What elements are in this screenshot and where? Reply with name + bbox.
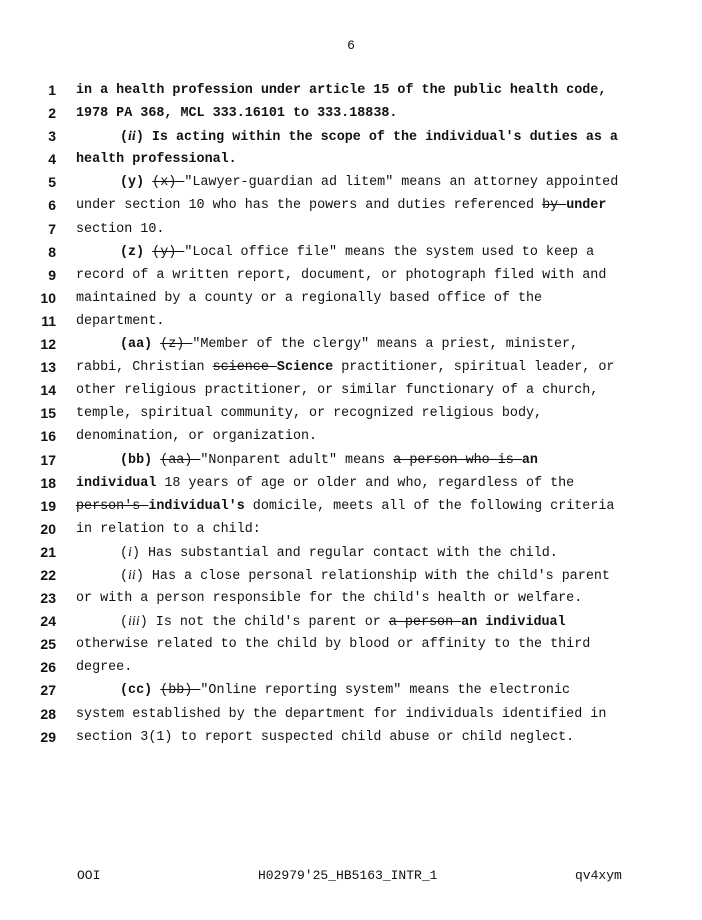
line-text	[76, 333, 578, 356]
roman-numeral: i	[128, 544, 132, 560]
inserted-text: Science	[276, 360, 334, 376]
line-text	[76, 148, 237, 171]
text-segment	[144, 175, 152, 190]
line-number: 18	[40, 474, 56, 491]
line-number: 19	[40, 497, 56, 514]
bill-line	[0, 541, 702, 564]
text-segment: maintained by a county or a regionally based office of the	[76, 290, 543, 306]
line-number: 24	[40, 613, 56, 630]
line-number: 20	[40, 520, 56, 537]
struck-text: by	[542, 198, 567, 214]
line-text	[76, 425, 317, 448]
struck-text: a person	[388, 615, 462, 631]
bill-line	[0, 587, 702, 610]
inserted-text: (z)	[120, 244, 145, 260]
line-text	[76, 310, 164, 333]
text-segment	[152, 337, 160, 352]
line-number: 22	[40, 566, 56, 583]
line-text	[76, 679, 570, 702]
line-text	[76, 541, 558, 565]
struck-text: (z)	[160, 337, 193, 353]
roman-numeral: iii	[128, 614, 140, 630]
text-segment: degree.	[76, 660, 133, 676]
text-segment: or with a person responsible for the child's health or welfare.	[76, 591, 583, 607]
line-number: 10	[40, 289, 56, 306]
text-segment: "Lawyer-guardian ad litem" means an attorney appointed	[184, 175, 619, 191]
roman-numeral: ii	[128, 567, 136, 583]
text-segment: section 10.	[76, 221, 165, 237]
text-segment: (	[120, 615, 129, 631]
inserted-text: (y)	[120, 175, 145, 191]
inserted-text: an individual	[461, 615, 566, 631]
struck-text: (y)	[152, 244, 185, 260]
line-number: 8	[48, 243, 56, 260]
line-text	[76, 264, 606, 287]
text-segment: under section 10 who has the powers and duties referenced	[76, 198, 543, 214]
line-text	[76, 518, 261, 541]
line-text	[76, 703, 606, 726]
line-number: 16	[40, 428, 56, 445]
line-text	[76, 402, 542, 425]
line-number: 6	[48, 197, 56, 214]
line-text	[76, 610, 566, 634]
footer-document-id: H02979'25_HB5163_INTR_1	[258, 868, 438, 883]
bill-line	[0, 703, 702, 726]
page-number: 6	[347, 38, 355, 53]
text-segment: otherwise related to the child by blood or affinity to the third	[76, 637, 591, 653]
line-number: 9	[48, 266, 56, 283]
line-number: 2	[48, 105, 56, 122]
text-segment: other religious practitioner, or similar functionary of a church,	[76, 383, 599, 399]
bill-line	[0, 125, 702, 148]
line-number: 26	[40, 659, 56, 676]
inserted-text: (bb)	[120, 452, 153, 468]
line-number: 15	[40, 405, 56, 422]
text-segment	[152, 683, 160, 698]
line-number: 29	[40, 728, 56, 745]
line-number: 21	[40, 543, 56, 560]
line-number: 23	[40, 590, 56, 607]
struck-text: person's	[76, 498, 149, 514]
inserted-text: an	[521, 452, 538, 468]
text-segment: in relation to a child:	[76, 521, 261, 537]
bill-line	[0, 633, 702, 656]
line-number: 4	[48, 151, 56, 168]
bill-line	[0, 495, 702, 518]
line-text	[76, 495, 614, 518]
inserted-text: (	[120, 130, 129, 146]
bill-line	[0, 171, 702, 194]
line-number: 11	[41, 312, 56, 329]
line-number: 3	[48, 128, 56, 145]
bill-line	[0, 726, 702, 749]
line-text	[76, 633, 590, 656]
inserted-text: individual's	[148, 498, 245, 514]
bill-line	[0, 102, 702, 125]
bill-line	[0, 241, 702, 264]
line-text	[76, 564, 610, 588]
bill-line	[0, 310, 702, 333]
line-number: 17	[40, 451, 56, 468]
bill-line	[0, 679, 702, 702]
line-text	[76, 171, 618, 194]
text-segment: ) Has a close personal relationship with the child's parent	[135, 568, 610, 584]
text-segment: denomination, or organization.	[76, 429, 318, 445]
text-segment: (	[120, 545, 129, 561]
bill-line	[0, 472, 702, 495]
text-segment: section 3(1) to report suspected child abuse or child neglect.	[76, 729, 575, 745]
line-number: 1	[48, 82, 56, 98]
line-text	[76, 449, 538, 472]
line-number: 13	[40, 359, 56, 376]
text-segment: "Local office file" means the system used to keep a	[184, 244, 595, 260]
line-number: 14	[40, 382, 56, 399]
text-segment: record of a written report, document, or photograph filed with and	[76, 267, 607, 283]
inserted-text: ) Is acting within the scope of the individual's duties as a	[135, 130, 618, 146]
text-segment: rabbi, Christian	[76, 360, 213, 376]
text-segment: temple, spiritual community, or recognized religious body,	[76, 406, 543, 422]
bill-line	[0, 402, 702, 425]
line-text	[76, 194, 606, 217]
inserted-text: in a health profession under article 15 of the public health code,	[76, 83, 607, 98]
text-segment: "Nonparent adult" means	[200, 452, 394, 468]
bill-line	[0, 333, 702, 356]
line-text	[76, 726, 574, 749]
bill-line	[0, 218, 702, 241]
inserted-text: 1978 PA 368, MCL 333.16101 to 333.18838.	[76, 106, 398, 122]
bill-line	[0, 449, 702, 472]
struck-text: (bb)	[160, 683, 201, 699]
bill-line	[0, 264, 702, 287]
bill-text	[0, 79, 702, 749]
text-segment: ) Is not the child's parent or	[139, 615, 389, 631]
line-text	[76, 379, 598, 402]
inserted-text: individual	[76, 475, 157, 491]
bill-line	[0, 148, 702, 171]
text-segment: (	[120, 568, 129, 584]
bill-line	[0, 79, 702, 102]
bill-line	[0, 194, 702, 217]
text-segment	[144, 245, 152, 260]
text-segment: system established by the department for individuals identified in	[76, 706, 607, 722]
line-text	[76, 587, 582, 610]
inserted-text: ii	[128, 129, 136, 145]
inserted-text: (aa)	[120, 337, 153, 353]
bill-line	[0, 287, 702, 310]
text-segment: ) Has substantial and regular contact with the child.	[131, 545, 558, 561]
line-text	[76, 356, 614, 379]
line-text	[76, 287, 542, 310]
struck-text: (x)	[152, 175, 185, 191]
bill-line	[0, 356, 702, 379]
bill-line	[0, 564, 702, 587]
line-number: 12	[40, 336, 56, 353]
line-number: 28	[40, 705, 56, 722]
footer-right: qv4xym	[575, 868, 622, 883]
line-number: 7	[48, 220, 56, 237]
bill-line	[0, 518, 702, 541]
bill-line	[0, 656, 702, 679]
inserted-text: under	[566, 198, 607, 214]
line-number: 25	[40, 636, 56, 653]
bill-line	[0, 610, 702, 633]
line-text	[76, 656, 132, 679]
text-segment: practitioner, spiritual leader, or	[333, 360, 615, 376]
struck-text: science	[212, 360, 277, 376]
bill-line	[0, 425, 702, 448]
text-segment: 18 years of age or older and who, regardless of the	[156, 475, 575, 491]
struck-text: a person who is	[393, 452, 522, 468]
line-text	[76, 218, 164, 241]
footer-left: OOI	[77, 868, 101, 883]
text-segment	[152, 453, 160, 468]
text-segment: "Member of the clergy" means a priest, minister,	[192, 337, 579, 353]
line-text	[76, 241, 594, 264]
line-number: 27	[40, 682, 56, 699]
line-text	[76, 102, 397, 125]
line-number: 5	[48, 174, 56, 191]
line-text	[76, 125, 618, 149]
inserted-text: (cc)	[120, 683, 153, 699]
inserted-text: health professional.	[76, 152, 237, 168]
bill-line	[0, 379, 702, 402]
line-text	[76, 79, 606, 102]
line-text	[76, 472, 574, 495]
text-segment: department.	[76, 313, 165, 329]
text-segment: "Online reporting system" means the electronic	[200, 683, 571, 699]
text-segment: domicile, meets all of the following criteria	[244, 498, 615, 514]
struck-text: (aa)	[160, 452, 201, 468]
